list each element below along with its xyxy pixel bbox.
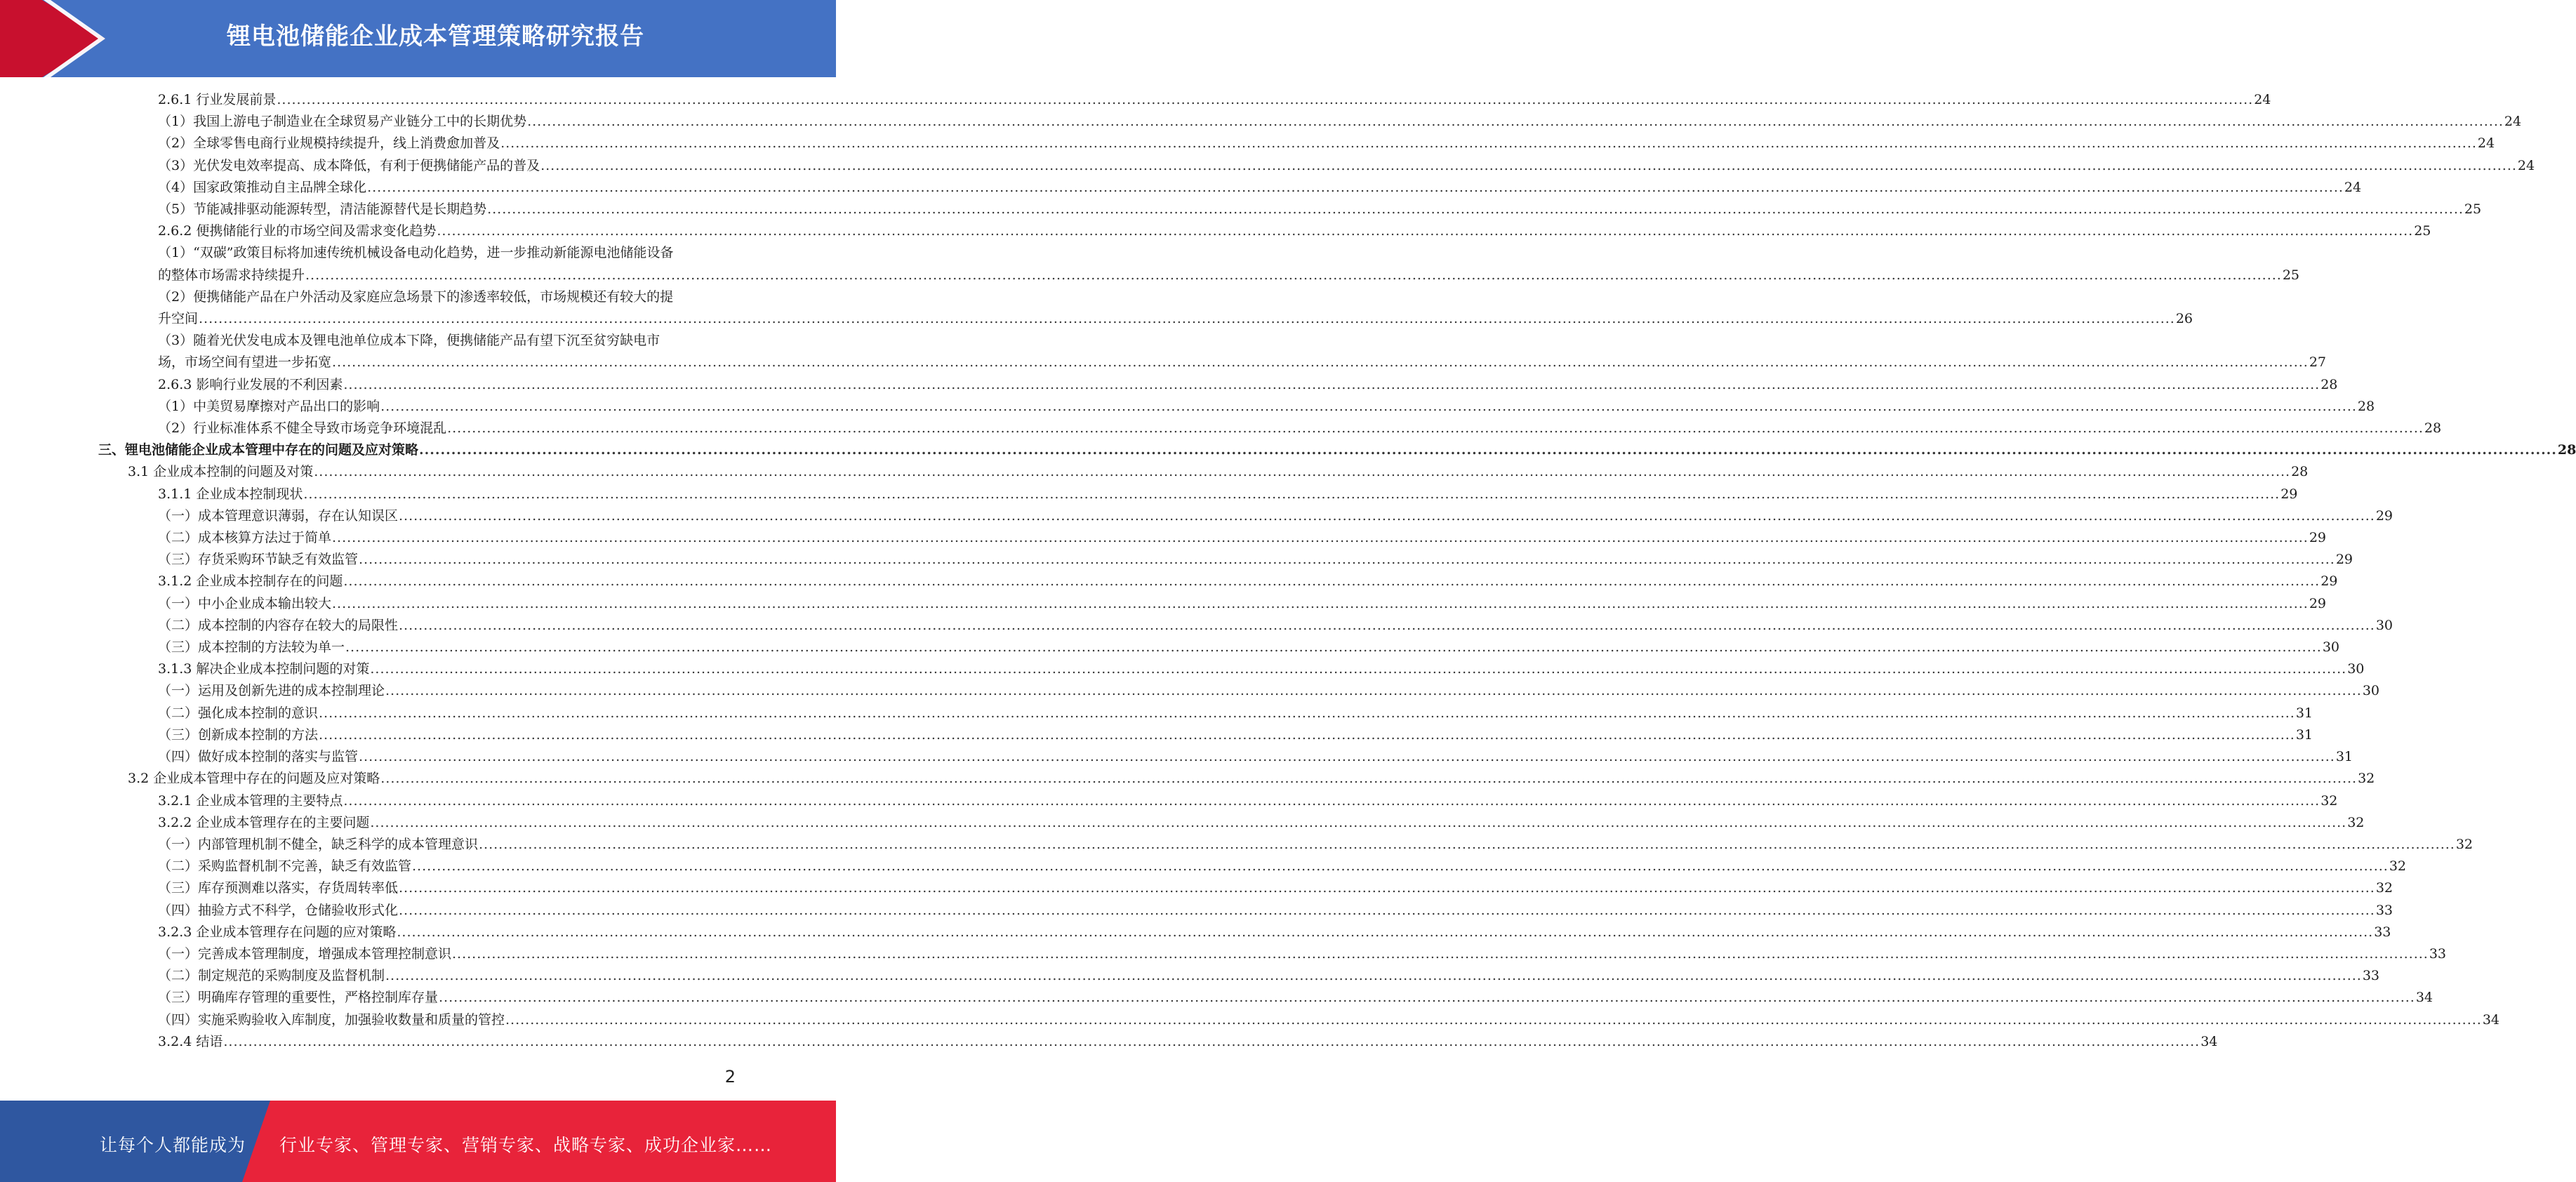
toc-leader-dots: ................................................................................................................................................................................................................................................................................................................................................................................................................ bbox=[452, 945, 2429, 962]
toc-leader-dots: ................................................................................................................................................................................................................................................................................................................................................................................................................ bbox=[370, 814, 2347, 830]
toc-entry[interactable] bbox=[98, 461, 2309, 483]
toc-leader-dots: ................................................................................................................................................................................................................................................................................................................................................................................................................ bbox=[412, 858, 2389, 875]
toc-page-number: 34 bbox=[2200, 1033, 2218, 1049]
footer-slogan-right: 行业专家、管理专家、营销专家、战略专家、成功企业家…… bbox=[279, 1135, 773, 1155]
toc-entry-text: 的整体市场需求持续提升 bbox=[158, 267, 305, 283]
toc-entry-text-first-line: （3）随着光伏发电成本及锂电池单位成本下降，便携储能产品有望下沉至贫穷缺电市 bbox=[158, 333, 660, 349]
toc-page-number: 28 bbox=[2321, 376, 2338, 392]
toc-leader-dots: ................................................................................................................................................................................................................................................................................................................................................................................................................ bbox=[399, 617, 2375, 633]
toc-entry[interactable] bbox=[98, 812, 2365, 834]
toc-entry-text: （三）存货采购环节缺乏有效监管 bbox=[158, 552, 359, 568]
toc-leader-dots: ................................................................................................................................................................................................................................................................................................................................................................................................................ bbox=[487, 201, 2464, 218]
toc-leader-dots: ................................................................................................................................................................................................................................................................................................................................................................................................................ bbox=[439, 990, 2415, 1006]
toc-entry[interactable] bbox=[98, 199, 2482, 220]
toc-leader-dots: ................................................................................................................................................................................................................................................................................................................................................................................................................ bbox=[437, 223, 2414, 239]
toc-entry-text: （三）明确库存管理的重要性，严格控制库存量 bbox=[158, 990, 439, 1006]
toc-entry-text: （四）实施采购验收入库制度，加强验收数量和质量的管控 bbox=[158, 1011, 505, 1028]
toc-leader-dots: ................................................................................................................................................................................................................................................................................................................................................................................................................ bbox=[385, 968, 2362, 984]
toc-entry[interactable] bbox=[98, 856, 2407, 877]
toc-entry-text: （3）光伏发电效率提高、成本降低，有利于便携储能产品的普及 bbox=[158, 157, 540, 173]
toc-entry[interactable] bbox=[98, 746, 2353, 768]
report-title: 锂电池储能企业成本管理策略研究报告 bbox=[227, 22, 644, 51]
toc-leader-dots: ................................................................................................................................................................................................................................................................................................................................................................................................................ bbox=[399, 880, 2375, 896]
toc-page-number: 24 bbox=[2344, 179, 2362, 195]
toc-page-number: 28 bbox=[2291, 464, 2309, 480]
table-of-contents bbox=[98, 89, 2576, 1053]
toc-entry[interactable] bbox=[98, 790, 2338, 812]
toc-leader-dots: ................................................................................................................................................................................................................................................................................................................................................................................................................ bbox=[359, 552, 2335, 568]
toc-page-number: 33 bbox=[2374, 924, 2391, 940]
toc-entry-text: （5）节能减排驱动能源转型，清洁能源替代是长期趋势 bbox=[158, 201, 487, 218]
page-number: 2 bbox=[724, 1067, 736, 1087]
toc-page-number: 31 bbox=[2335, 749, 2353, 765]
toc-entry[interactable] bbox=[98, 133, 2495, 154]
toc-page-number: 32 bbox=[2321, 792, 2338, 809]
toc-entry-text: （二）成本核算方法过于简单 bbox=[158, 530, 332, 546]
toc-page-number: 33 bbox=[2429, 945, 2447, 962]
toc-leader-dots: ................................................................................................................................................................................................................................................................................................................................................................................................................ bbox=[319, 705, 2295, 721]
toc-entry-text: （一）内部管理机制不健全，缺乏科学的成本管理意识 bbox=[158, 836, 479, 852]
toc-entry-text: （2）全球零售电商行业规模持续提升，线上消费愈加普及 bbox=[158, 135, 500, 152]
toc-leader-dots: ................................................................................................................................................................................................................................................................................................................................................................................................................ bbox=[199, 311, 2175, 327]
toc-page-number: 28 bbox=[2357, 398, 2375, 414]
toc-leader-dots: ................................................................................................................................................................................................................................................................................................................................................................................................................ bbox=[397, 924, 2374, 940]
toc-entry[interactable] bbox=[98, 549, 2353, 571]
toc-page-number: 27 bbox=[2309, 354, 2327, 371]
toc-entry[interactable] bbox=[98, 89, 2271, 111]
toc-entry-text: （1）我国上游电子制造业在全球贸易产业链分工中的长期优势 bbox=[158, 114, 527, 130]
toc-entry-text: 2.6.2 便携储能行业的市场空间及需求变化趋势 bbox=[158, 223, 437, 239]
toc-entry[interactable] bbox=[98, 330, 2327, 373]
toc-leader-dots: ................................................................................................................................................................................................................................................................................................................................................................................................................ bbox=[399, 902, 2375, 918]
toc-entry[interactable] bbox=[98, 943, 2447, 965]
toc-entry[interactable] bbox=[98, 658, 2365, 680]
toc-entry-text: （二）采购监督机制不完善，缺乏有效监管 bbox=[158, 858, 412, 875]
toc-page-number: 30 bbox=[2375, 617, 2394, 633]
toc-leader-dots: ................................................................................................................................................................................................................................................................................................................................................................................................................ bbox=[380, 398, 2357, 414]
toc-entry-text: 3.1 企业成本控制的问题及对策 bbox=[128, 464, 314, 480]
toc-leader-dots: ................................................................................................................................................................................................................................................................................................................................................................................................................ bbox=[447, 420, 2424, 437]
toc-page-number: 31 bbox=[2295, 726, 2313, 743]
toc-page-number: 24 bbox=[2254, 92, 2271, 107]
toc-entry[interactable] bbox=[98, 571, 2338, 592]
toc-entry-text: （三）成本控制的方法较为单一 bbox=[158, 639, 345, 656]
toc-page-number: 29 bbox=[2321, 573, 2338, 590]
toc-entry[interactable] bbox=[98, 877, 2394, 899]
toc-page-number: 29 bbox=[2280, 486, 2298, 502]
toc-page-number: 29 bbox=[2375, 507, 2394, 524]
toc-entry-text: （三）创新成本控制的方法 bbox=[158, 726, 319, 743]
toc-leader-dots: ................................................................................................................................................................................................................................................................................................................................................................................................................ bbox=[343, 376, 2321, 392]
toc-page-number: 24 bbox=[2504, 114, 2522, 130]
toc-page-number: 25 bbox=[2464, 201, 2482, 218]
toc-entry[interactable] bbox=[98, 374, 2338, 396]
toc-leader-dots: ................................................................................................................................................................................................................................................................................................................................................................................................................ bbox=[305, 267, 2282, 283]
toc-entry-text: （1）中美贸易摩擦对产品出口的影响 bbox=[158, 398, 380, 414]
toc-entry-text: （一）运用及创新先进的成本控制理论 bbox=[158, 683, 385, 699]
toc-entry[interactable] bbox=[98, 286, 2193, 330]
toc-entry-text: 3.1.2 企业成本控制存在的问题 bbox=[158, 573, 343, 590]
toc-leader-dots: ................................................................................................................................................................................................................................................................................................................................................................................................................ bbox=[540, 157, 2517, 173]
toc-entry[interactable] bbox=[98, 1031, 2218, 1053]
toc-entry[interactable] bbox=[98, 637, 2340, 658]
toc-entry[interactable] bbox=[98, 1009, 2500, 1031]
toc-leader-dots: ................................................................................................................................................................................................................................................................................................................................................................................................................ bbox=[367, 179, 2344, 195]
toc-entry[interactable] bbox=[98, 724, 2313, 746]
toc-entry-text: 3.2.4 结语 bbox=[158, 1033, 223, 1049]
toc-leader-dots: ................................................................................................................................................................................................................................................................................................................................................................................................................ bbox=[419, 442, 2557, 458]
toc-page-number: 32 bbox=[2347, 814, 2365, 830]
toc-entry[interactable] bbox=[98, 527, 2327, 549]
toc-page-number: 32 bbox=[2358, 771, 2375, 787]
toc-entry-text-first-line: （2）便携储能产品在户外活动及家庭应急场景下的渗透率较低，市场规模还有较大的提 bbox=[158, 288, 674, 305]
toc-leader-dots: ................................................................................................................................................................................................................................................................................................................................................................................................................ bbox=[399, 507, 2375, 524]
toc-leader-dots: ................................................................................................................................................................................................................................................................................................................................................................................................................ bbox=[479, 836, 2455, 852]
toc-entry-text: 升空间 bbox=[158, 311, 199, 327]
toc-entry[interactable] bbox=[98, 703, 2313, 724]
toc-leader-dots: ................................................................................................................................................................................................................................................................................................................................................................................................................ bbox=[223, 1033, 2200, 1049]
toc-page-number: 34 bbox=[2482, 1011, 2500, 1028]
toc-entry-text: 3.2.3 企业成本管理存在问题的应对策略 bbox=[158, 924, 397, 940]
toc-page-number: 25 bbox=[2282, 267, 2300, 283]
toc-entry[interactable] bbox=[98, 593, 2327, 615]
toc-entry-text: 3.2.2 企业成本管理存在的主要问题 bbox=[158, 814, 370, 830]
toc-entry-text: 3.2.1 企业成本管理的主要特点 bbox=[158, 792, 343, 809]
toc-leader-dots: ................................................................................................................................................................................................................................................................................................................................................................................................................ bbox=[319, 726, 2295, 743]
toc-entry[interactable] bbox=[98, 900, 2394, 922]
toc-entry[interactable] bbox=[98, 922, 2391, 943]
toc-entry[interactable] bbox=[98, 987, 2434, 1009]
toc-page-number: 29 bbox=[2335, 552, 2353, 568]
toc-entry-text: 2.6.1 行业发展前景 bbox=[158, 92, 277, 107]
toc-entry[interactable] bbox=[98, 505, 2394, 527]
toc-entry[interactable] bbox=[98, 680, 2380, 702]
toc-page-number: 26 bbox=[2175, 311, 2193, 327]
toc-page-number: 33 bbox=[2362, 968, 2380, 984]
toc-entry[interactable] bbox=[98, 615, 2394, 637]
toc-leader-dots: ................................................................................................................................................................................................................................................................................................................................................................................................................ bbox=[332, 354, 2309, 371]
toc-leader-dots: ................................................................................................................................................................................................................................................................................................................................................................................................................ bbox=[345, 639, 2322, 656]
toc-page-number: 32 bbox=[2389, 858, 2407, 875]
toc-leader-dots: ................................................................................................................................................................................................................................................................................................................................................................................................................ bbox=[500, 135, 2477, 152]
toc-entry[interactable] bbox=[98, 111, 2522, 133]
toc-page-number: 33 bbox=[2375, 902, 2394, 918]
toc-page-number: 28 bbox=[2424, 420, 2442, 437]
toc-entry-text: （2）行业标准体系不健全导致市场竞争环境混乱 bbox=[158, 420, 447, 437]
toc-entry[interactable] bbox=[98, 834, 2474, 856]
toc-entry[interactable] bbox=[98, 396, 2375, 418]
toc-entry-text: （二）强化成本控制的意识 bbox=[158, 705, 319, 721]
toc-entry-text: （一）中小企业成本输出较大 bbox=[158, 595, 332, 611]
toc-entry[interactable] bbox=[98, 155, 2535, 177]
toc-entry-text: （4）国家政策推动自主品牌全球化 bbox=[158, 179, 367, 195]
toc-entry-text: （三）库存预测难以落实，存货周转率低 bbox=[158, 880, 399, 896]
toc-entry[interactable] bbox=[98, 484, 2298, 505]
toc-entry[interactable] bbox=[98, 242, 2300, 286]
toc-entry-text: （一）完善成本管理制度，增强成本管理控制意识 bbox=[158, 945, 452, 962]
toc-page-number: 32 bbox=[2455, 836, 2474, 852]
toc-entry-text: （二）成本控制的内容存在较大的局限性 bbox=[158, 617, 399, 633]
toc-entry-text: （四）抽验方式不科学，仓储验收形式化 bbox=[158, 902, 399, 918]
toc-entry-text: （一）成本管理意识薄弱，存在认知误区 bbox=[158, 507, 399, 524]
toc-entry-text: （二）制定规范的采购制度及监督机制 bbox=[158, 968, 385, 984]
toc-page-number: 29 bbox=[2309, 530, 2327, 546]
toc-entry-text: 3.2 企业成本管理中存在的问题及应对策略 bbox=[128, 771, 380, 787]
toc-leader-dots: ................................................................................................................................................................................................................................................................................................................................................................................................................ bbox=[505, 1011, 2482, 1028]
toc-page-number: 34 bbox=[2415, 990, 2434, 1006]
toc-page-number: 29 bbox=[2309, 595, 2327, 611]
toc-entry-text: 三、锂电池储能企业成本管理中存在的问题及应对策略 bbox=[98, 442, 419, 458]
page-footer bbox=[0, 1101, 836, 1182]
toc-entry[interactable] bbox=[98, 965, 2380, 987]
page-header bbox=[0, 0, 836, 77]
toc-leader-dots: ................................................................................................................................................................................................................................................................................................................................................................................................................ bbox=[385, 683, 2362, 699]
toc-leader-dots: ................................................................................................................................................................................................................................................................................................................................................................................................................ bbox=[332, 595, 2309, 611]
toc-entry-text: 3.1.1 企业成本控制现状 bbox=[158, 486, 303, 502]
toc-entry-text: 场，市场空间有望进一步拓宽 bbox=[158, 354, 332, 371]
toc-leader-dots: ................................................................................................................................................................................................................................................................................................................................................................................................................ bbox=[343, 573, 2321, 590]
toc-leader-dots: ................................................................................................................................................................................................................................................................................................................................................................................................................ bbox=[277, 92, 2254, 107]
toc-page-number: 30 bbox=[2362, 683, 2380, 699]
toc-page-number: 24 bbox=[2517, 157, 2535, 173]
toc-entry[interactable] bbox=[98, 439, 2576, 461]
toc-entry-text: 2.6.3 影响行业发展的不利因素 bbox=[158, 376, 343, 392]
toc-leader-dots: ................................................................................................................................................................................................................................................................................................................................................................................................................ bbox=[370, 661, 2347, 677]
toc-page-number: 25 bbox=[2414, 223, 2431, 239]
footer-slogan-left: 让每个人都能成为 bbox=[100, 1135, 246, 1155]
toc-entry[interactable] bbox=[98, 177, 2362, 199]
toc-leader-dots: ................................................................................................................................................................................................................................................................................................................................................................................................................ bbox=[332, 530, 2309, 546]
toc-leader-dots: ................................................................................................................................................................................................................................................................................................................................................................................................................ bbox=[314, 464, 2291, 480]
header-red-chevron bbox=[0, 0, 105, 77]
toc-entry[interactable] bbox=[98, 418, 2442, 439]
toc-entry[interactable] bbox=[98, 220, 2431, 242]
toc-page-number: 30 bbox=[2347, 661, 2365, 677]
toc-entry-text: （四）做好成本控制的落实与监管 bbox=[158, 749, 359, 765]
toc-entry-text: 3.1.3 解决企业成本控制问题的对策 bbox=[158, 661, 370, 677]
toc-entry-text-first-line: （1）“双碳”政策目标将加速传统机械设备电动化趋势，进一步推动新能源电池储能设备 bbox=[158, 245, 674, 261]
toc-page-number: 28 bbox=[2557, 442, 2576, 458]
toc-leader-dots: ................................................................................................................................................................................................................................................................................................................................................................................................................ bbox=[380, 771, 2358, 787]
toc-entry[interactable] bbox=[98, 768, 2375, 790]
toc-leader-dots: ................................................................................................................................................................................................................................................................................................................................................................................................................ bbox=[303, 486, 2280, 502]
toc-leader-dots: ................................................................................................................................................................................................................................................................................................................................................................................................................ bbox=[343, 792, 2321, 809]
toc-page-number: 32 bbox=[2375, 880, 2394, 896]
toc-page-number: 31 bbox=[2295, 705, 2313, 721]
toc-page-number: 30 bbox=[2322, 639, 2340, 656]
toc-leader-dots: ................................................................................................................................................................................................................................................................................................................................................................................................................ bbox=[527, 114, 2504, 130]
toc-leader-dots: ................................................................................................................................................................................................................................................................................................................................................................................................................ bbox=[359, 749, 2335, 765]
toc-page-number: 24 bbox=[2477, 135, 2495, 152]
